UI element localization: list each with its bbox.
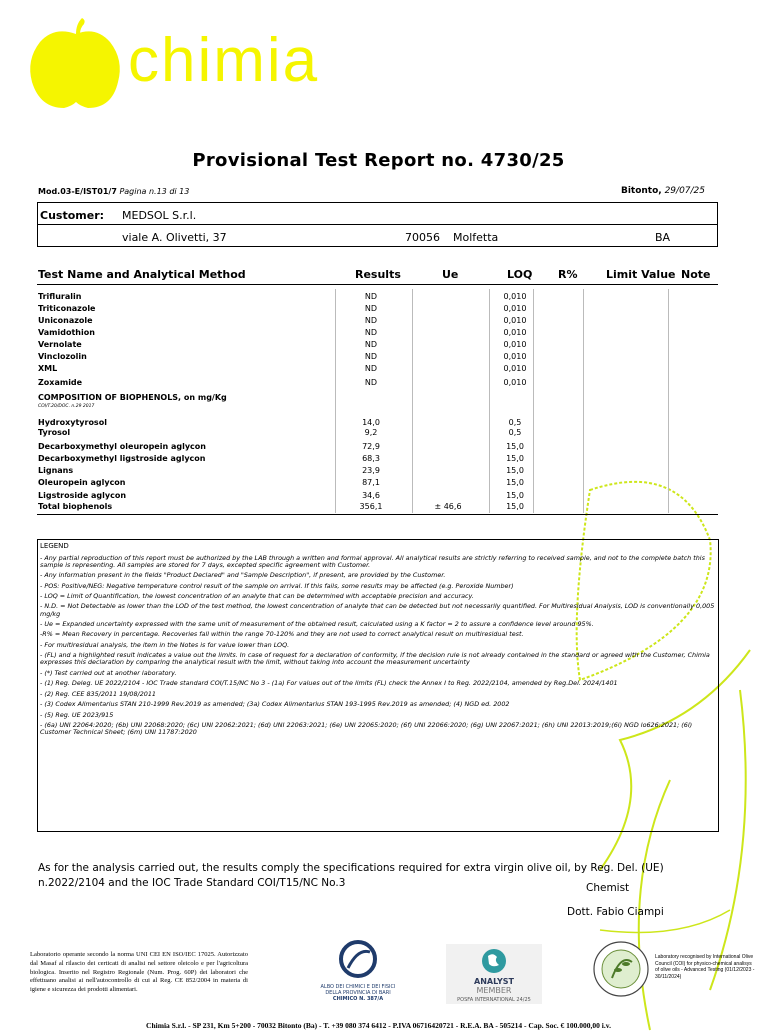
row-loq: 0,010 bbox=[503, 378, 527, 387]
lab-accreditation-note: Laboratorio operante secondo la norma UNI CEI EN ISO/IEC 17025. Autorizzato dal Masaf al rilascio dei certicati di analisi nel settore oleicolo e per l'agricoltura biologica. Inserito nel Registro Regionale (Num. Prog. 60P) dei laboratori che effettuano analisi ai nell'autocontrollo di cui al Reg. CE 852/2004 in materia di igiene e sicurezza dei prodotti alimentari. bbox=[30, 951, 248, 994]
legend bbox=[40, 543, 716, 739]
row-test-name: Vinclozolin bbox=[38, 352, 87, 361]
analyst-text: ANALYST bbox=[474, 977, 514, 986]
row-loq: 0,010 bbox=[503, 352, 527, 361]
legend-line: - LOQ = Limit of Quantification, the lowest concentration of an analyte that can be determined with acceptable precision and accuracy. bbox=[40, 592, 474, 601]
table-row bbox=[0, 428, 757, 440]
legend-line: - (5) Reg. UE 2023/915 bbox=[40, 710, 114, 719]
row-result: ND bbox=[364, 292, 378, 301]
place-date bbox=[621, 186, 705, 196]
chemists-order-number: CHIMICO N. 387/A bbox=[332, 996, 384, 1002]
legend-line: - N.D. = Not Detectable as lower than the LOD of the test method, the lowest concentration of analyte that can be detected but not necessarily quantified. For Multiresidual Analysis, LOD is conventionally 0,005 mg/kg bbox=[40, 602, 715, 618]
table-row bbox=[0, 304, 757, 316]
row-loq: 15,0 bbox=[506, 478, 524, 487]
row-result: ND bbox=[364, 378, 378, 387]
legend-line: - (2) Reg. CEE 835/2011 19/08/2011 bbox=[40, 689, 156, 698]
row-test-name: Total biophenols bbox=[38, 502, 113, 511]
row-result: 34,6 bbox=[362, 491, 380, 500]
row-loq: 0,010 bbox=[503, 328, 527, 337]
table-row bbox=[0, 466, 757, 478]
member-text: MEMBER bbox=[476, 986, 512, 995]
table-row bbox=[0, 328, 757, 340]
customer-address: viale A. Olivetti, 37 bbox=[122, 231, 227, 244]
row-result: ND bbox=[364, 316, 378, 325]
page-label: Pagina n.13 di 13 bbox=[119, 187, 190, 196]
table-row bbox=[0, 352, 757, 364]
row-loq: 15,0 bbox=[506, 491, 524, 500]
row-loq: 15,0 bbox=[506, 454, 524, 463]
module-info bbox=[38, 187, 189, 196]
row-result: ND bbox=[364, 364, 378, 373]
customer-name: MEDSOL S.r.l. bbox=[122, 209, 197, 222]
row-test-name: Vamidothion bbox=[38, 328, 95, 337]
row-test-name: Tyrosol bbox=[38, 428, 71, 437]
legend-line: - Any partial reproduction of this report must be authorized by the LAB through a written and formal approval. All analytical results are strictly referring to received sample, and not to the complete batch this sample is representing. All samples are stored for 7 days, excepted specific agreement with Customer. bbox=[40, 553, 705, 569]
row-test-name: Oleuropein aglycon bbox=[38, 478, 126, 487]
legend-line: - POS: Positive/NEG: Negative temperature control result of the sample on arrival. If this fails, some results may be affected (e.g. Peroxide Number) bbox=[40, 581, 514, 590]
conclusion-text: As for the analysis carried out, the results comply the specifications required for extra virgin olive oil, by Reg. Del. (UE) n.2022/2104 and the IOC Trade Standard COI/T15/NC No.3 bbox=[38, 862, 664, 890]
row-result: 87,1 bbox=[362, 478, 380, 487]
brand-wordmark: chimia bbox=[128, 26, 320, 95]
row-test-name: Vernolate bbox=[38, 340, 82, 349]
row-result: ND bbox=[364, 304, 378, 313]
row-result: ND bbox=[364, 340, 378, 349]
row-ue: ± 46,6 bbox=[434, 502, 462, 511]
row-loq: 0,010 bbox=[503, 304, 527, 313]
row-loq: 0,010 bbox=[503, 292, 527, 301]
col-header-note: Note bbox=[681, 268, 711, 281]
row-test-name: Ligstroside aglycon bbox=[38, 491, 127, 500]
col-header-loq: LOQ bbox=[507, 268, 533, 281]
row-test-name: XML bbox=[38, 364, 58, 373]
table-bottom-line bbox=[37, 514, 718, 515]
table-row bbox=[0, 502, 757, 514]
section-title: COMPOSITION OF BIOPHENOLS, on mg/Kg bbox=[38, 393, 227, 402]
legend-line: - Any information present in the fields "Product Declared" and "Sample Description", if present, are provided by the Customer. bbox=[40, 571, 446, 580]
coi-recognition-text: Laboratory recognised by International Olive Council (COI) for physico-chemical analisys of olive oils - Advanced Testing (01/12/2023 - 30/11/2024) bbox=[655, 954, 755, 980]
coi-seal-icon bbox=[592, 940, 650, 998]
legend-line: - For multiresidual analysis, the item in the Notes is for value lower than LOQ. bbox=[40, 640, 290, 649]
row-loq: 0,010 bbox=[503, 316, 527, 325]
row-test-name: Hydroxytyrosol bbox=[38, 418, 107, 427]
table-row bbox=[0, 454, 757, 466]
table-header-line bbox=[37, 284, 718, 285]
legend-line: -R% = Mean Recovery in percentage. Recoveries fall within the range 70-120% and they are not used to correct analytical result on multiresidual test. bbox=[40, 630, 524, 639]
col-header-results: Results bbox=[355, 268, 401, 281]
legend-heading: LEGEND bbox=[40, 542, 69, 550]
module-code: Mod.03-E/IST01/7 bbox=[38, 187, 117, 196]
col-header-recovery: R% bbox=[558, 268, 578, 281]
company-footer: Chimia S.r.l. - SP 231, Km 5+200 - 70032 Bitonto (Ba) - T. +39 080 374 6412 - P.IVA 06716420721 - R.E.A. BA - 505214 - Cap. Soc. € 100.000,00 i.v. bbox=[146, 1021, 611, 1030]
col-header-ue: Ue bbox=[442, 268, 459, 281]
row-test-name: Triticonazole bbox=[38, 304, 96, 313]
table-row bbox=[0, 292, 757, 304]
row-loq: 0,5 bbox=[508, 428, 522, 437]
globe-icon bbox=[479, 946, 509, 976]
signature-name: Dott. Fabio Ciampi bbox=[567, 906, 664, 918]
legend-line: - (1) Reg. Deleg. UE 2022/2104 - IOC Trade standard COI/T.15/NC No 3 - (1a) For values out of the limits (FL) check the Annex I to Reg. 2022/2104, amended by Reg.Del. 2024/1401 bbox=[40, 679, 618, 688]
section-method-row bbox=[0, 404, 757, 416]
customer-province: BA bbox=[655, 231, 671, 244]
report-date: 29/07/25 bbox=[664, 186, 705, 196]
row-test-name: Trifluralin bbox=[38, 292, 82, 301]
table-row bbox=[0, 364, 757, 376]
row-result: 23,9 bbox=[362, 466, 380, 475]
row-result: 14,0 bbox=[362, 418, 380, 427]
row-loq: 0,010 bbox=[503, 340, 527, 349]
table-row bbox=[0, 378, 757, 390]
table-row bbox=[0, 442, 757, 454]
place: Bitonto, bbox=[620, 186, 662, 196]
table-row bbox=[0, 340, 757, 352]
signature-role: Chemist bbox=[586, 882, 630, 894]
customer-city: Molfetta bbox=[453, 231, 499, 244]
report-title: Provisional Test Report no. 4730/25 bbox=[192, 150, 565, 171]
row-result: ND bbox=[364, 352, 378, 361]
chemists-order-logo-icon bbox=[338, 938, 378, 980]
chemists-order-text: ALBO DEI CHIMICI E DEI FISICI DELLA PROVINCIA DI BARI bbox=[320, 984, 396, 996]
row-test-name: Lignans bbox=[38, 466, 74, 475]
table-row bbox=[0, 316, 757, 328]
row-test-name: Uniconazole bbox=[38, 316, 93, 325]
col-header-limit: Limit Value bbox=[606, 268, 676, 281]
row-loq: 15,0 bbox=[506, 442, 524, 451]
row-loq: 15,0 bbox=[506, 466, 524, 475]
row-loq: 15,0 bbox=[506, 502, 524, 511]
row-loq: 0,5 bbox=[508, 418, 522, 427]
row-loq: 0,010 bbox=[503, 364, 527, 373]
row-result: ND bbox=[364, 328, 378, 337]
legend-line: - (*) Test carried out at another laboratory. bbox=[40, 668, 177, 677]
row-test-name: Decarboxymethyl ligstroside aglycon bbox=[38, 454, 206, 463]
section-method: COI/T.20/DOC. n.29 2017 bbox=[38, 404, 95, 409]
legend-line: - Ue = Expanded uncertainty expressed with the same unit of measurement of the obtained result, calculated using a K factor = 2 to assure a confidence level around 95%. bbox=[40, 619, 594, 628]
legend-line: - (3) Codex Alimentarius STAN 210-1999 Rev.2019 as amended; (3a) Codex Alimentarius STAN 193-1995 Rev.2019 as amended; (4) NGD ed. 2002 bbox=[40, 700, 510, 709]
table-row bbox=[0, 478, 757, 490]
row-result: 356,1 bbox=[359, 502, 383, 511]
posfa-text: POSFA INTERNATIONAL 24/25 bbox=[457, 997, 531, 1003]
apple-logo-icon bbox=[24, 16, 124, 112]
row-test-name: Decarboxymethyl oleuropein aglycon bbox=[38, 442, 206, 451]
customer-divider bbox=[37, 224, 718, 225]
legend-line: - (6a) UNI 22064:2020; (6b) UNI 22068:2020; (6c) UNI 22062:2021; (6d) UNI 22063:2021; (6e) UNI 22065:2020; (6f) UNI 22066:2020; (6g) UNI 22067:2021; (6h) UNI 22013:2019;(6i) NGD lo626:2021; (6l) Customer Technical Sheet; (6m) UNI 11787:2020 bbox=[40, 720, 693, 736]
row-test-name: Zoxamide bbox=[38, 378, 83, 387]
customer-label: Customer: bbox=[40, 209, 105, 222]
row-result: 72,9 bbox=[362, 442, 380, 451]
row-result: 9,2 bbox=[364, 428, 378, 437]
row-result: 68,3 bbox=[362, 454, 380, 463]
col-header-test: Test Name and Analytical Method bbox=[38, 268, 246, 281]
legend-line: - (FL) and a highlighted result indicates a value out the limits. In case of request for a declaration of conformity, if the decision rule is not already contained in the standard or agreed with the Customer, Chimia expresses this declaration by comparing the analytical result with the limit, without taking into account the measurement uncertainty bbox=[40, 651, 710, 667]
customer-zip: 70056 bbox=[405, 231, 440, 244]
